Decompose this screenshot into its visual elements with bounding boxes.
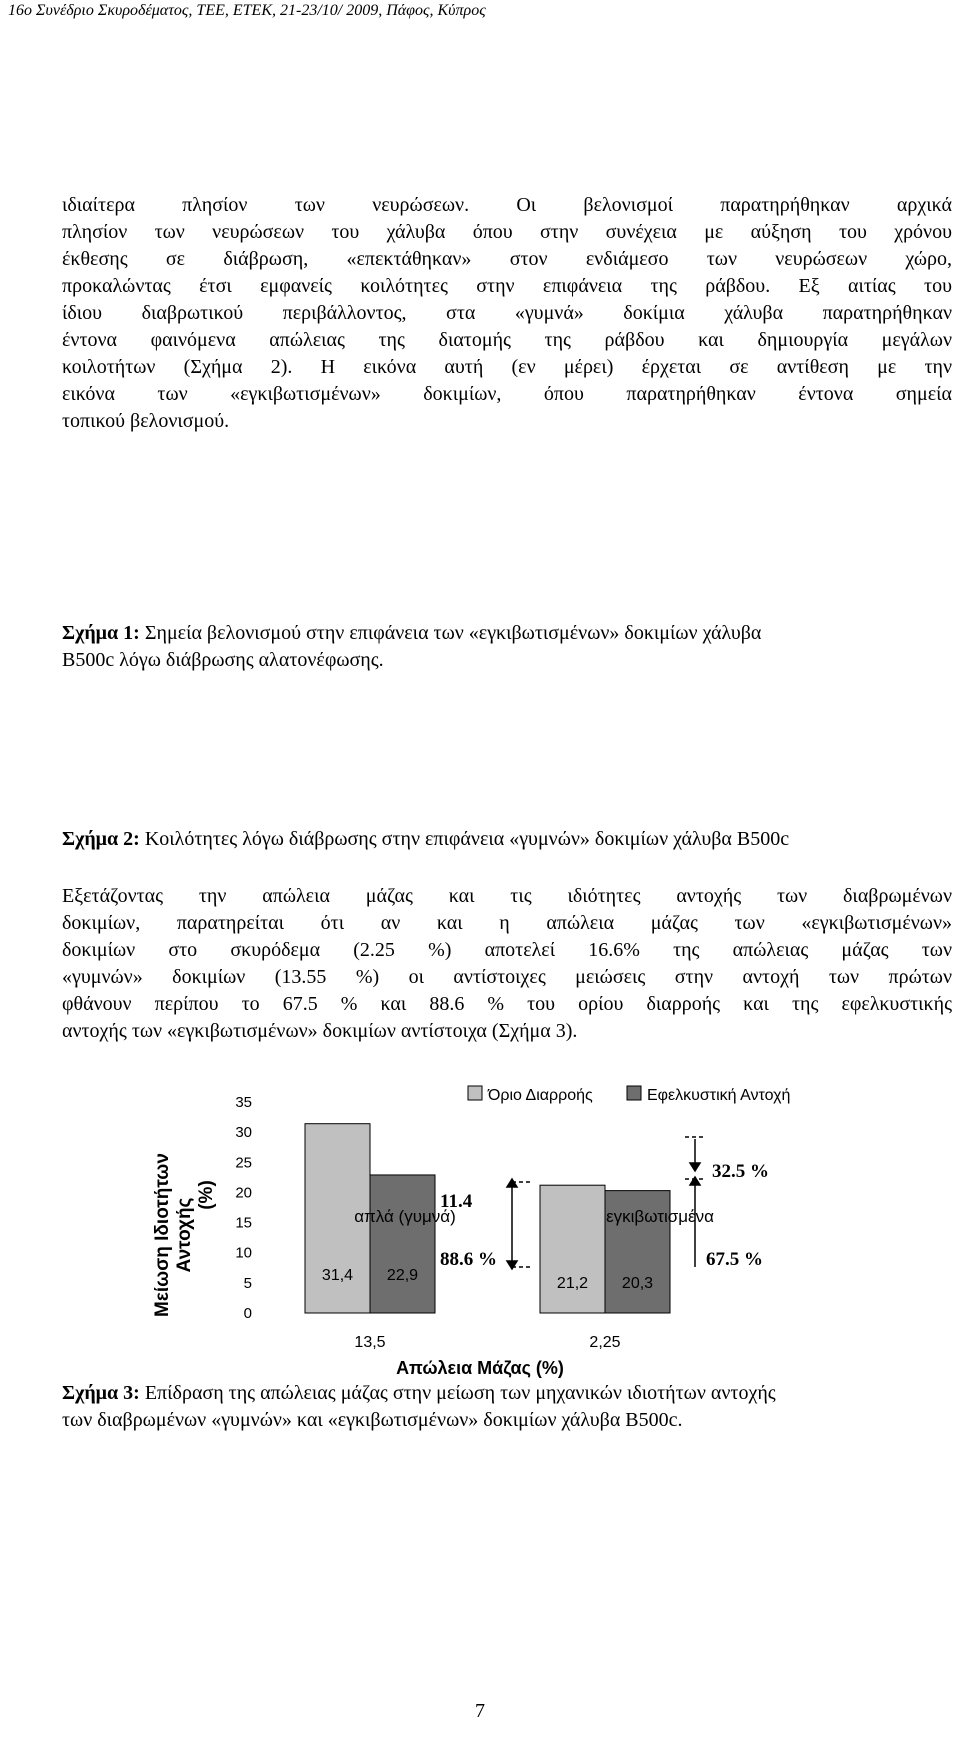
legend-label-yield: Όριο Διαρροής [488, 1087, 593, 1104]
y-tick-label: 0 [243, 1305, 252, 1322]
text-line: αντοχής των «εγκιβωτισμένων» δοκιμίων αντίστοιχα (Σχήμα 3). [62, 1020, 578, 1042]
caption-text: των διαβρωμένων «γυμνών» και «εγκιβωτισμένων» δοκιμίων χάλυβα B500c. [62, 1409, 683, 1431]
x-axis-title: Απώλεια Μάζας (%) [396, 1358, 564, 1378]
text-line: έκθεσης σε διάβρωση, «επεκτάθηκαν» στον ενδιάμεσο των νευρώσεων χώρο, [62, 248, 952, 270]
y-tick-label: 5 [243, 1274, 252, 1292]
caption-text: Κοιλότητες λόγω διάβρωσης στην επιφάνεια «γυμνών» δοκιμίων χάλυβα B500c [144, 828, 790, 850]
x-tick-label: 2,25 [589, 1334, 621, 1351]
body-paragraph-2 [62, 883, 952, 1045]
bar-value-label: 22,9 [386, 1267, 419, 1284]
bar [370, 1175, 435, 1313]
group-label-bare: απλά (γυμνά) [354, 1207, 456, 1226]
text-line: εικόνα των «εγκιβωτισμένων» δοκιμίων, όπου παρατηρήθηκαν έντονα σημεία [62, 383, 952, 405]
figure-label: Σχήμα 1: [62, 622, 140, 644]
text-line: προκαλώντας έτσι εμφανείς κοιλότητες στην επιφάνεια της ράβδου. Εξ αιτίας του [62, 275, 952, 297]
figure-label: Σχήμα 2: [62, 828, 140, 850]
text-line: Εξετάζοντας την απώλεια μάζας και τις ιδιότητες αντοχής των διαβρωμένων [62, 885, 952, 907]
text-line: δοκιμίων, παρατηρείται ότι αν και η απώλεια μάζας των «εγκιβωτισμένων» [62, 912, 952, 934]
bar-value-label: 31,4 [321, 1267, 354, 1284]
text-line: πλησίον των νευρώσεων του χάλυβα όπου στην συνέχεια με αύξηση του χρόνου [62, 221, 952, 243]
legend-swatch-tensile [627, 1086, 641, 1100]
y-tick-label: 35 [235, 1094, 252, 1111]
body-paragraph-1 [62, 192, 952, 435]
caption-text: Επίδραση της απώλειας μάζας στην μείωση των μηχανικών ιδιοτήτων αντοχής [144, 1382, 776, 1404]
x-tick-label: 13,5 [354, 1334, 386, 1351]
text-line: δοκιμίων στο σκυρόδεμα (2.25 %) αποτελεί 16.6% της απώλειας μάζας των [62, 939, 952, 961]
figure-3-chart [140, 1085, 860, 1385]
y-tick-label: 30 [235, 1124, 252, 1142]
figure-label: Σχήμα 3: [62, 1382, 140, 1404]
text-line: έντονα φαινόμενα απώλειας της διατομής της ράβδου και δημιουργία μεγάλων [62, 329, 952, 351]
text-line: «γυμνών» δοκιμίων (13.55 %) οι αντίστοιχες μειώσεις στην αντοχή των πρώτων [62, 966, 952, 988]
arrow-head [690, 1177, 700, 1185]
annotation-88-6: 88.6 % [440, 1249, 497, 1270]
figure-1-caption [62, 620, 957, 674]
arrow-head [690, 1163, 700, 1171]
y-tick-label: 10 [235, 1244, 252, 1262]
bar-value-label: 20,3 [621, 1275, 654, 1292]
running-header: 16ο Συνέδριο Σκυροδέματος, ΤΕΕ, ΕΤΕΚ, 21-23/10/ 2009, Πάφος, Κύπρος [8, 2, 486, 19]
y-tick-labels [235, 1094, 252, 1322]
x-tick-labels [354, 1334, 620, 1351]
text-line: κοιλοτήτων (Σχήμα 2). Η εικόνα αυτή (εν μέρει) έρχεται σε αντίθεση με την [62, 356, 952, 378]
caption-text: Σημεία βελονισμού στην επιφάνεια των «εγκιβωτισμένων» δοκιμίων χάλυβα [144, 622, 762, 644]
y-tick-label: 15 [235, 1214, 252, 1232]
arrow-head [507, 1179, 517, 1187]
text-line: φθάνουν περίπου το 67.5 % και 88.6 % του ορίου διαρροής και της εφελκυστικής [62, 993, 952, 1015]
text-line: ιδιαίτερα πλησίον των νευρώσεων. Οι βελονισμοί παρατηρήθηκαν αρχικά [62, 194, 952, 216]
arrow-head [507, 1261, 517, 1269]
legend-swatch-yield [468, 1086, 482, 1100]
y-tick-label: 20 [235, 1184, 252, 1202]
annotation-67-5: 67.5 % [706, 1249, 763, 1270]
group-label-embedded: εγκιβωτισμένα [606, 1207, 714, 1226]
page-number: 7 [475, 1700, 485, 1722]
figure-3-caption [62, 1380, 957, 1434]
annotation-32-5: 32.5 % [712, 1161, 769, 1182]
caption-text: B500c λόγω διάβρωσης αλατονέφωσης. [62, 649, 384, 671]
y-axis-title-line: Αντοχής [174, 1197, 195, 1273]
bar-value-label: 21,2 [556, 1275, 589, 1292]
y-axis-title-line: (%) [196, 1180, 217, 1210]
figure-2-caption [62, 826, 957, 853]
annotation-11-4: 11.4 [440, 1191, 473, 1212]
legend-label-tensile: Εφελκυστική Αντοχή [647, 1087, 791, 1104]
bar [540, 1185, 605, 1313]
y-tick-label: 25 [235, 1154, 252, 1172]
text-line: τοπικού βελονισμού. [62, 410, 230, 432]
y-axis-title-line: Μείωση Ιδιοτήτων [152, 1153, 173, 1317]
text-line: ίδιου διαβρωτικού περιβάλλοντος, στα «γυμνά» δοκίμια χάλυβα παρατηρήθηκαν [62, 302, 952, 324]
